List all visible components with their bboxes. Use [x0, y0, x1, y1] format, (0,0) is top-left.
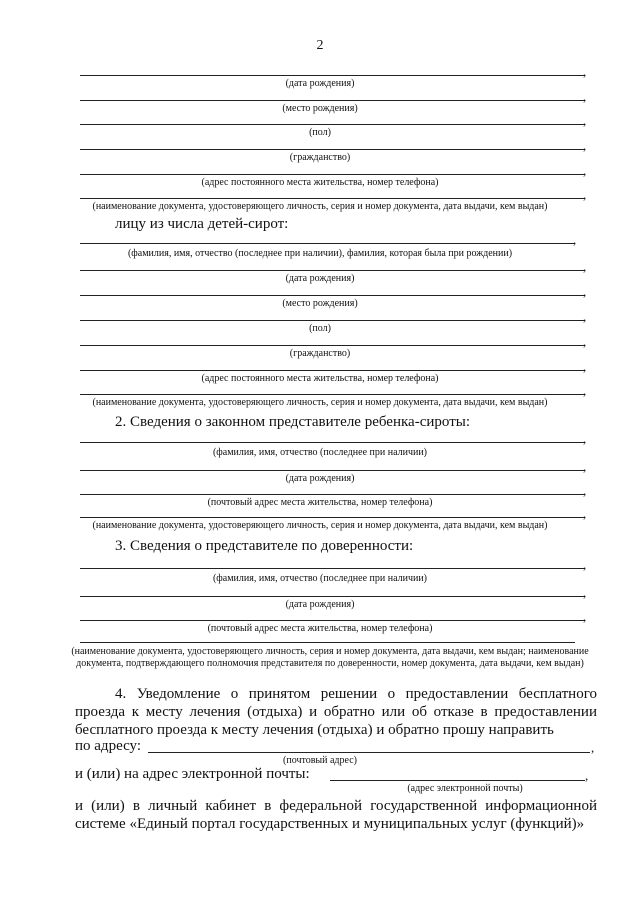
- blank-line: [80, 75, 585, 76]
- caption-postal-address-phone: (почтовый адрес места жительства, номер телефона): [207, 497, 433, 508]
- caption-full-name: (фамилия, имя, отчество (последнее при наличии): [212, 447, 428, 458]
- blank-line: [80, 494, 585, 495]
- address-blank: [148, 752, 590, 753]
- blank-line: [80, 442, 585, 443]
- caption-birth-date: (дата рождения): [285, 599, 355, 610]
- caption-birth-date: (дата рождения): [285, 78, 355, 89]
- caption-citizenship: (гражданство): [289, 348, 351, 359]
- caption-address-phone: (адрес постоянного места жительства, номер телефона): [201, 177, 439, 188]
- address-label: по адресу:: [75, 738, 142, 754]
- caption-full-name-birth-surname: (фамилия, имя, отчество (последнее при наличии), фамилия, которая была при рождении): [127, 248, 513, 259]
- caption-id-document: (наименование документа, удостоверяющего личность, серия и номер документа, дата выдачи, кем выдан): [92, 201, 548, 212]
- caption-birth-place: (место рождения): [282, 103, 358, 114]
- caption-id-document: (наименование документа, удостоверяющего личность, серия и номер документа, дата выдачи, кем выдан): [92, 520, 548, 531]
- email-blank: [330, 780, 585, 781]
- caption-birth-place: (место рождения): [282, 298, 358, 309]
- caption-birth-date: (дата рождения): [285, 273, 355, 284]
- caption-id-and-power-of-attorney: (наименование документа, удостоверяющего личность, серия и номер документа, дата выдачи, кем выдан; наименование документа, подтверждающего полномочия представителя по доверенности, номер документа, дата выдачи, кем выдан): [71, 646, 589, 669]
- blank-line: [80, 174, 585, 175]
- blank-line: [80, 243, 575, 244]
- caption-citizenship: (гражданство): [289, 152, 351, 163]
- blank-line: [80, 568, 585, 569]
- section3-heading: 3. Сведения о представителе по доверенности:: [115, 538, 414, 554]
- caption-full-name: (фамилия, имя, отчество (последнее при наличии): [212, 573, 428, 584]
- blank-line: [80, 596, 585, 597]
- blank-line: [80, 270, 585, 271]
- caption-address-phone: (адрес постоянного места жительства, номер телефона): [201, 373, 439, 384]
- blank-line: [80, 345, 585, 346]
- email-label: и (или) на адрес электронной почты:: [75, 766, 310, 782]
- blank-line: [80, 620, 585, 621]
- caption-id-document: (наименование документа, удостоверяющего личность, серия и номер документа, дата выдачи, кем выдан): [92, 397, 548, 408]
- caption-email: (адрес электронной почты): [407, 783, 523, 794]
- page-number: 2: [316, 38, 324, 53]
- personal-cabinet-paragraph: и (или) в личный кабинет в федеральной государственной информационной системе «Единый портал государственных и муниципальных услуг (функций)»: [75, 798, 597, 832]
- blank-line: [80, 370, 585, 371]
- blank-line: [80, 320, 585, 321]
- caption-postal-address: (почтовый адрес): [283, 755, 357, 766]
- blank-line: [80, 470, 585, 471]
- caption-birth-date: (дата рождения): [285, 473, 355, 484]
- blank-line: [80, 124, 585, 125]
- section2-heading: 2. Сведения о законном представителе ребенка-сироты:: [115, 414, 470, 430]
- notification-paragraph: 4. Уведомление о принятом решении о предоставлении бесплатного проезда к месту лечения (отдыха) и обратно или об отказе в предоставлении бесплатного проезда к месту лечения (отдыха) и обратно прошу направить: [75, 686, 597, 738]
- caption-sex: (пол): [309, 323, 331, 334]
- blank-line: [80, 198, 585, 199]
- orphan-heading: лицу из числа детей-сирот:: [115, 216, 289, 232]
- blank-line: [80, 517, 585, 518]
- blank-line: [80, 149, 585, 150]
- blank-line: [80, 100, 585, 101]
- blank-line: [80, 295, 585, 296]
- blank-line: [80, 394, 585, 395]
- caption-sex: (пол): [309, 127, 331, 138]
- caption-postal-address-phone: (почтовый адрес места жительства, номер телефона): [207, 623, 433, 634]
- blank-line: [80, 642, 575, 643]
